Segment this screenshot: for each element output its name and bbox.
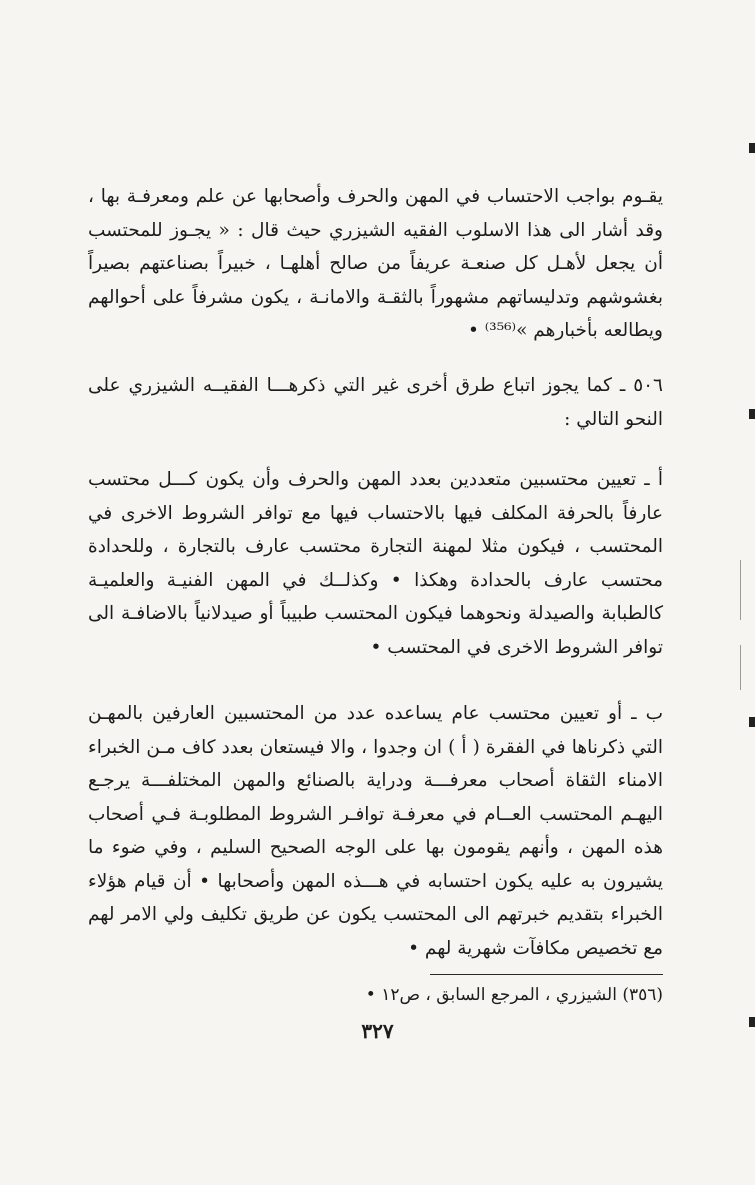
- paragraph-muhtasib-duties: [88, 180, 663, 348]
- edge-tab-mark: [749, 409, 755, 419]
- paragraph-text: ب ـ أو تعيين محتسب عام يساعده عدد من المحتسبين العارفين بالمهـن التي ذكرناها في الفقرة ( أ ) ان وجدوا ، والا فيستعان بعدد كاف مـن الخبراء الامناء الثقاة أصحاب معرفـــة ودراية بالصنائع والمهن المختلفـــة يرجـع اليهـم المحتسب العــام في معرفـة توافـر الشروط المطلوبـة فـي أصحاب هذه المهن ، وأنهم يقومون بها على الوجه الصحيح السليم ، وفي ضوء ما يشيرون به عليه يكون احتسابه في هـــذه المهن وأصحابها • أن قيام هؤلاء الخبراء بتقديم خبرتهم الى المحتسب يكون عن طريق تكليف ولي الامر لهم مع تخصيص مكافآت شهرية لهم •: [88, 703, 663, 959]
- paragraph-option-b: [88, 697, 663, 965]
- edge-tab-mark: [749, 1017, 755, 1027]
- footnote-divider: [430, 974, 663, 975]
- paragraph-text: أ ـ تعيين محتسبين متعددين بعدد المهن والحرف وأن يكون كـــل محتسب عارفاً بالحرفة المكلف فيها بالاحتساب فيها مع توافر الشروط الاخرى في المحتسب ، فيكون مثلا لمهنة التجارة محتسب عارف بالتجارة ، وللحدادة محتسب عارف بالحدادة وهكذا • وكذلــك في المهن الفنيـة والعلميـة كالطبابة والصيدلة ونحوهما فيكون المحتسب طبيباً أو صيدلانياً بالاضافـة الى توافر الشروط الاخرى في المحتسب •: [88, 469, 663, 658]
- paragraph-text: ٥٠٦ ـ كما يجوز اتباع طرق أخرى غير التي ذكرهـــا الفقيــه الشيزري على النحو التالي :: [88, 375, 663, 430]
- page-edge-line: [740, 560, 741, 620]
- edge-tab-mark: [749, 143, 755, 153]
- paragraph-506: [88, 369, 663, 436]
- paragraph-text: يقـوم بواجب الاحتساب في المهن والحرف وأصحابها عن علم ومعرفـة بها ، وقد أشار الى هذا الاسلوب الفقيه الشيزري حيث قال : « يجـوز للمحتسب أن يجعل لأهـل كل صنعـة عريفاً من صالح أهلهـا ، خبيراً بصناعتهم بصيراً بغشوشهم وتدليساتهم مشهوراً بالثقـة والامانـة ، يكون مشرفاً على أحوالهم ويطالعه بأخبارهم »⁽³⁵⁶⁾ •: [88, 186, 663, 341]
- edge-tab-mark: [749, 717, 755, 727]
- page-edge-line: [740, 645, 741, 690]
- footnote-356: (٣٥٦) الشيزري ، المرجع السابق ، ص١٢ •: [365, 985, 663, 1005]
- paragraph-option-a: [88, 463, 663, 664]
- page-number: ٣٢٧: [361, 1019, 394, 1043]
